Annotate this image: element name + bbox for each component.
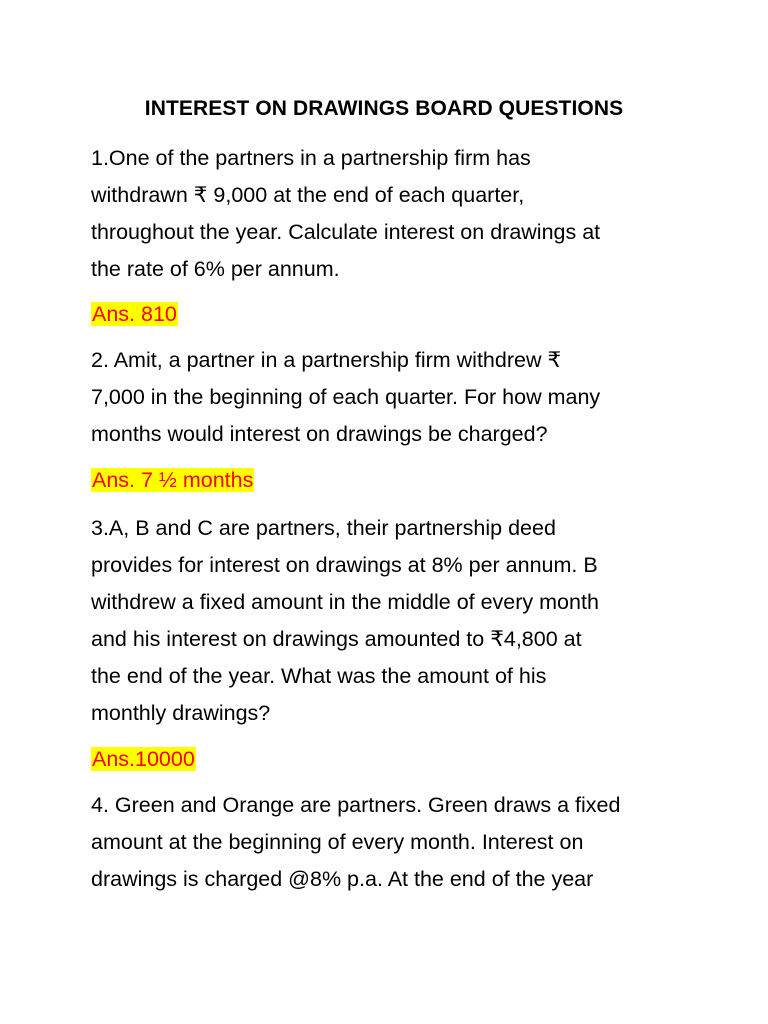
answer-highlight-text: Ans. 810 [92,302,177,326]
question-line: 4. Green and Orange are partners. Green draws a fixed [91,793,621,817]
question-line: withdrew a fixed amount in the middle of every month [91,590,599,614]
answer-3 [91,745,196,773]
question-2 [91,342,691,453]
question-4 [91,787,691,898]
answer-1 [91,300,178,328]
question-line: monthly drawings? [91,701,271,725]
answer-2 [91,466,254,494]
question-line: withdrawn ₹ 9,000 at the end of each quarter, [91,183,525,207]
question-line: 3.A, B and C are partners, their partnership deed [91,516,556,540]
question-line: months would interest on drawings be charged? [91,422,548,446]
question-line: drawings is charged @8% p.a. At the end of the year [91,867,594,891]
question-3 [91,510,691,732]
question-line: 1.One of the partners in a partnership firm has [91,146,531,170]
question-line: and his interest on drawings amounted to ₹4,800 at [91,627,582,651]
page-title: INTEREST ON DRAWINGS BOARD QUESTIONS [144,97,624,120]
question-line: 7,000 in the beginning of each quarter. For how many [91,385,601,409]
question-line: throughout the year. Calculate interest on drawings at [91,220,601,244]
question-line: the end of the year. What was the amount of his [91,664,547,688]
answer-highlight-text: Ans.10000 [92,747,195,771]
question-line: amount at the beginning of every month. Interest on [91,830,584,854]
question-line: the rate of 6% per annum. [91,257,340,281]
question-line: 2. Amit, a partner in a partnership firm withdrew ₹ [91,348,562,372]
question-1 [91,140,691,288]
question-line: provides for interest on drawings at 8% per annum. B [91,553,598,577]
answer-highlight-text: Ans. 7 ½ months [92,468,254,492]
